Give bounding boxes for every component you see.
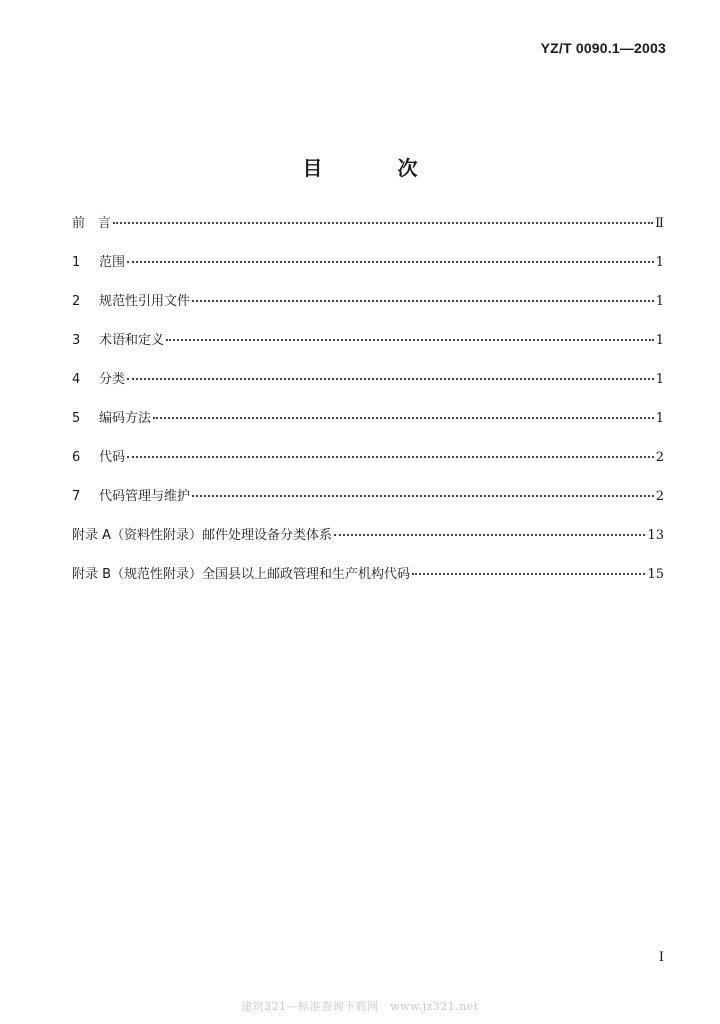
toc-entry-page: 2 bbox=[655, 450, 664, 465]
toc-entry-page: 1 bbox=[655, 294, 664, 309]
toc-dot-leader bbox=[412, 573, 645, 575]
toc-entry-page: 2 bbox=[655, 489, 664, 504]
toc-dot-leader bbox=[127, 261, 654, 263]
toc-entry-label: 编码方法 bbox=[99, 411, 152, 426]
toc-entry[interactable] bbox=[72, 212, 664, 251]
toc-entry-number: 6 bbox=[72, 450, 81, 465]
toc-entry-number: 7 bbox=[72, 489, 81, 504]
toc-entry-page: 1 bbox=[655, 333, 664, 348]
toc-dot-leader bbox=[166, 339, 654, 341]
toc-entry-label: 附录 A（资料性附录）邮件处理设备分类体系 bbox=[72, 528, 333, 543]
toc-dot-leader bbox=[334, 534, 645, 536]
toc-entry[interactable] bbox=[72, 407, 664, 446]
toc-entry-number: 5 bbox=[72, 411, 81, 426]
page-title: 目 次 bbox=[302, 156, 452, 180]
toc-entry-page: 15 bbox=[647, 567, 664, 582]
toc-entry-number: 4 bbox=[72, 372, 81, 387]
toc-entry-label: 代码 bbox=[99, 450, 126, 465]
toc-entry[interactable] bbox=[72, 485, 664, 524]
toc-entry[interactable] bbox=[72, 563, 664, 602]
toc-dot-leader bbox=[192, 495, 654, 497]
toc-entry-label: 附录 B（规范性附录）全国县以上邮政管理和生产机构代码 bbox=[72, 567, 411, 582]
toc-entry-page: 1 bbox=[655, 255, 664, 270]
toc-dot-leader bbox=[113, 222, 653, 224]
table-of-contents bbox=[72, 212, 664, 602]
toc-entry[interactable] bbox=[72, 524, 664, 563]
toc-entry-number: 3 bbox=[72, 333, 81, 348]
document-code: YZ/T 0090.1—2003 bbox=[540, 40, 666, 56]
toc-entry[interactable] bbox=[72, 290, 664, 329]
watermark: 建筑321—标准查询下载网 www.jz321.net bbox=[241, 1000, 479, 1013]
toc-entry-label: 术语和定义 bbox=[99, 333, 165, 348]
toc-entry-label: 规范性引用文件 bbox=[99, 294, 191, 309]
toc-entry-number: 1 bbox=[72, 255, 81, 270]
toc-entry-page: Ⅱ bbox=[655, 216, 664, 231]
toc-entry[interactable] bbox=[72, 251, 664, 290]
toc-entry[interactable] bbox=[72, 368, 664, 407]
toc-entry-label: 代码管理与维护 bbox=[99, 489, 191, 504]
toc-dot-leader bbox=[127, 456, 654, 458]
toc-dot-leader bbox=[127, 378, 654, 380]
toc-entry-page: 13 bbox=[647, 528, 664, 543]
toc-entry[interactable] bbox=[72, 329, 664, 368]
toc-entry-label: 前 言 bbox=[72, 216, 112, 231]
toc-entry[interactable] bbox=[72, 446, 664, 485]
toc-entry-page: 1 bbox=[655, 411, 664, 426]
page-number: I bbox=[658, 950, 664, 965]
toc-dot-leader bbox=[192, 300, 654, 302]
toc-entry-label: 范围 bbox=[99, 255, 126, 270]
toc-entry-page: 1 bbox=[655, 372, 664, 387]
toc-entry-number: 2 bbox=[72, 294, 81, 309]
toc-dot-leader bbox=[153, 417, 654, 419]
toc-entry-label: 分类 bbox=[99, 372, 126, 387]
